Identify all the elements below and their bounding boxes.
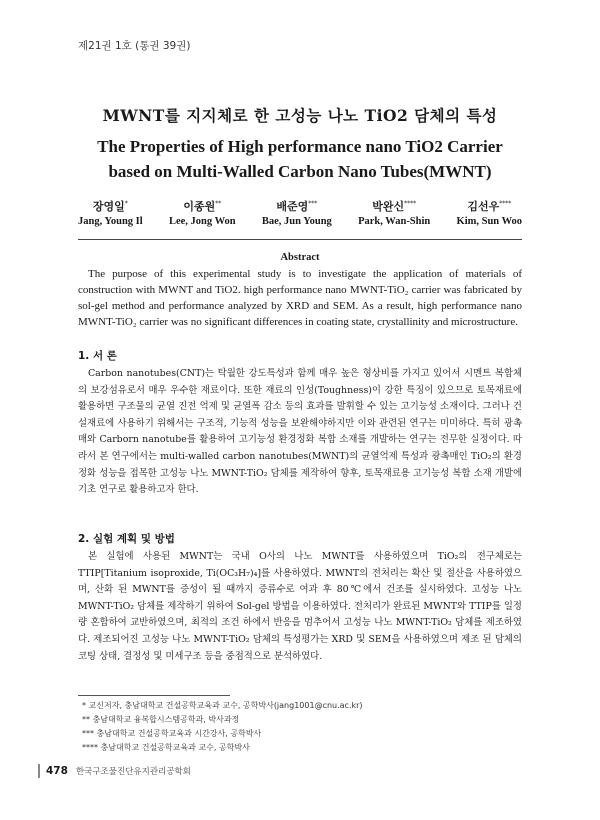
title-korean: MWNT를 지지체로 한 고성능 나노 TiO2 담체의 특성 — [102, 106, 498, 125]
author — [262, 198, 332, 227]
footnote: * 교신저자, 충남대학교 건설공학교육과 교수, 공학박사(jang1001@cnu.ac.kr) — [82, 701, 363, 710]
author-name-ko: 배준영 — [276, 200, 309, 213]
author-mark: **** — [404, 200, 417, 208]
author-name-en: Park, Wan-Shin — [358, 216, 431, 227]
author-name-en: Bae, Jun Young — [261, 216, 332, 227]
title-english — [60, 134, 540, 184]
author-name-ko: 장영일 — [92, 200, 125, 213]
title-english-line-1: The Properties of High performance nano TiO2 Carrier — [97, 137, 503, 156]
title-english-line-2: based on Multi-Walled Carbon Nano Tubes(MWNT) — [108, 162, 492, 181]
section-2-body: 본 실험에 사용된 MWNT는 국내 O사의 나노 MWNT를 사용하였으며 TiO₂의 전구체로는 TTIP[Titanium isoproxide, Ti(OC₃H₇)₄]를 사용하였다. MWNT의 전처리는 확산 및 절산을 사용하였으며, 산화 된 MWNT를 증성이 될 때까지 증류수로 여과 후 80℃에서 건조를 실시하였다. 고성능 나노 MWNT-TiO₂ 담체를 제작하기 위하여 Sol-gel 방법을 이용하였다. 전처리가 완료된 MWNT와 TTIP를 일정량 혼합하여 교반하였으며, 최적의 조건 하에서 반응을 멈추어서 고성능 나노 MWNT-TiO₂ 담체를 제조하였다. 제조되어진 고성능 나노 MWNT-TiO₂ 담체의 특성평가는 XRD 및 SEM을 사용하였으며 제조 된 담체의 코팅 상태, 결정성 및 미세구조 등을 중점적으로 분석하였다. — [78, 551, 522, 662]
abstract-heading: Abstract — [280, 252, 320, 263]
author-name-ko: 김선우 — [467, 200, 500, 213]
title-divider — [78, 239, 522, 240]
author-mark: *** — [308, 200, 318, 208]
author-mark: ** — [215, 200, 222, 208]
journal-name: 한국구조물진단유지관리공학회 — [75, 767, 191, 777]
section-2-heading: 2. 실험 계획 및 방법 — [78, 533, 175, 545]
footnote: **** 충남대학교 건설공학교육과 교수, 공학박사 — [82, 743, 250, 752]
running-header: 제21권 1호 (통권 39권) — [78, 40, 191, 52]
author — [169, 198, 236, 227]
footer-bar — [38, 764, 40, 778]
author-name-en: Kim, Sun Woo — [456, 216, 522, 227]
page-footer — [38, 764, 191, 778]
author — [78, 198, 143, 227]
footnote-divider — [78, 695, 230, 696]
author-name-ko: 박완신 — [372, 200, 405, 213]
author-name-en: Lee, Jong Won — [168, 216, 236, 227]
author-name-en: Jang, Young Il — [78, 216, 143, 227]
page-number: 478 — [46, 765, 68, 777]
author-list — [78, 198, 522, 227]
author-mark: * — [124, 200, 128, 208]
author-name-ko: 이종원 — [183, 200, 216, 213]
author — [358, 198, 430, 227]
author — [457, 198, 522, 227]
author-mark: **** — [499, 200, 512, 208]
section-1-heading: 1. 서 론 — [78, 350, 117, 362]
footnotes — [82, 699, 363, 755]
abstract-body: The purpose of this experimental study is to investigate the application of materials of construction with MWNT and TiO2. high performance nano MWNT-TiO₂ carrier was fabricated by sol-gel method and performance analyzed by XRD and SEM. As a result, high performance nano MWNT-TiO₂ carrier was no significant differences in coating state, crystallinity and microstructure. — [78, 268, 522, 328]
footnote: *** 충남대학교 건설공학교육과 시간강사, 공학박사 — [82, 729, 262, 738]
footnote: ** 충남대학교 융복합시스템공학과, 박사과정 — [82, 715, 240, 724]
section-1-body: Carbon nanotubes(CNT)는 탁월한 강도특성과 함께 매우 높은 형상비를 가지고 있어서 시멘트 복합체의 보강섬유로서 매우 우수한 재료이다. 또한 재료의 인성(Toughness)이 강한 특징이 있으므로 토목재료에 활용하면 구조물의 균열 진전 억제 및 균열폭 감소 등의 효과를 발휘할 수 있는 고기능성 소재이다. 그러나 건설재료에 사용하기 위해서는 구조적, 기능적 성능을 보완해야하지만 이와 관련된 연구는 미미하다. 특히 광촉매와 Carborn nanotube를 활용하여 고기능성 환경정화 복합 소재를 개발하는 연구는 전무한 실정이다. 따라서 본 연구에서는 multi-walled carbon nanotubes(MWNT)의 균열억제 특성과 광촉매인 TiO₂의 환경정화 성능을 접목한 고성능 나노 MWNT-TiO₂ 담체를 제작하여 향후, 토목재료용 고기능성 복합 소재 개발에 기초 연구로 활용하고자 한다. — [78, 368, 522, 496]
